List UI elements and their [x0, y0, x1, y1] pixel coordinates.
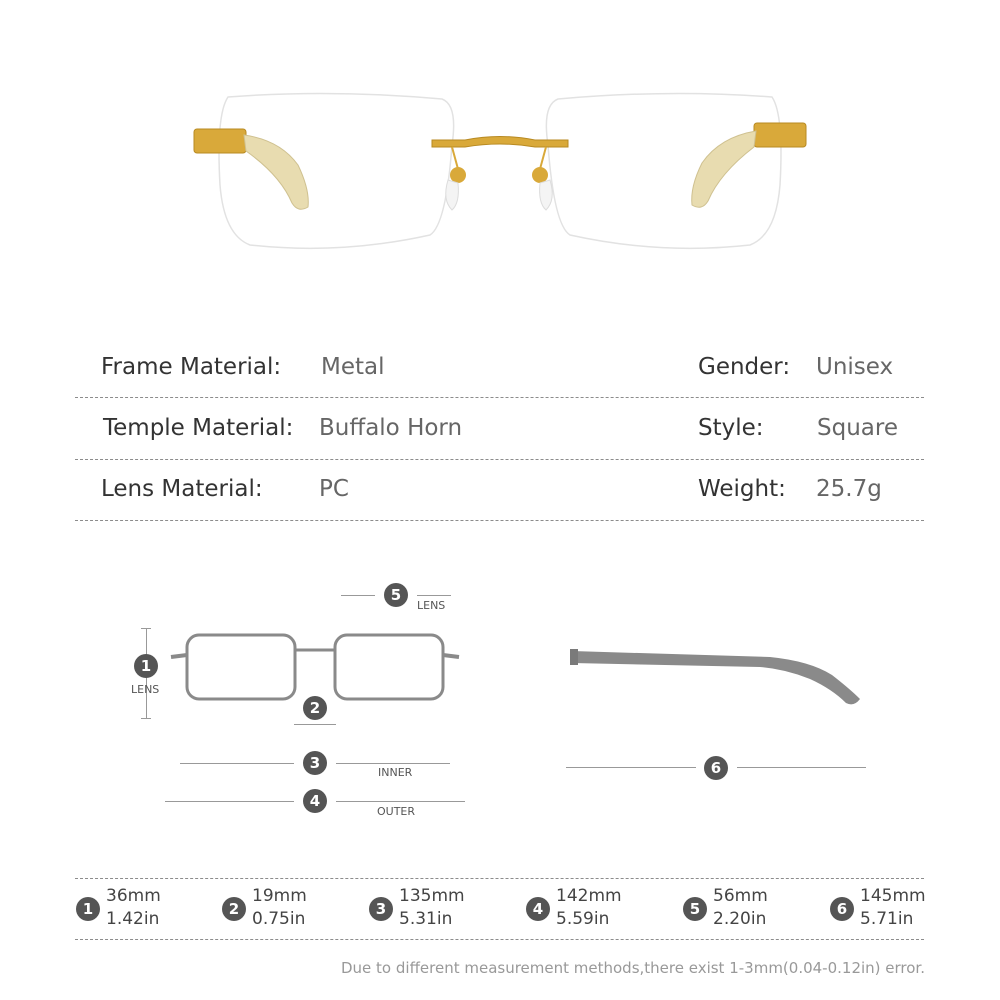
inner-width-line-right [336, 763, 450, 764]
left-lens [219, 93, 454, 248]
measurement-badge: 5 [683, 897, 707, 921]
outer-width-line-left [165, 801, 294, 802]
diagram-left-lens [187, 635, 295, 699]
badge-4: 4 [303, 789, 327, 813]
badge-3: 3 [303, 751, 327, 775]
measurement-mm: 135mm [399, 886, 465, 906]
measurement-badge: 6 [830, 897, 854, 921]
temple-material-value: Buffalo Horn [319, 415, 463, 441]
lens-material-value: PC [319, 476, 349, 502]
measurement-inch: 5.59in [556, 909, 610, 929]
spec-divider-top [75, 397, 924, 398]
badge-1: 1 [134, 654, 158, 678]
weight-label: Weight: [698, 476, 786, 502]
nose-pad-left [450, 167, 466, 183]
measurement-inch: 0.75in [252, 909, 306, 929]
badge-6: 6 [704, 756, 728, 780]
diagram-right-lens [335, 635, 443, 699]
measurement-badge: 3 [369, 897, 393, 921]
inner-label: INNER [378, 766, 413, 779]
measurement-badge: 1 [76, 897, 100, 921]
style-label: Style: [698, 415, 764, 441]
measurement-badge: 4 [526, 897, 550, 921]
left-hinge [194, 129, 246, 153]
measurement-inch: 2.20in [713, 909, 767, 929]
measurement-mm: 142mm [556, 886, 622, 906]
spec-divider-mid [75, 459, 924, 460]
badge-5: 5 [384, 583, 408, 607]
lens-width-line-left [341, 595, 375, 596]
right-hinge [754, 123, 806, 147]
temple-length-line-right [737, 767, 866, 768]
gender-value: Unisex [816, 354, 894, 380]
temple-length-line-left [566, 767, 696, 768]
lens-width-line-right [417, 595, 451, 596]
inner-width-line-left [180, 763, 294, 764]
frame-material-label: Frame Material: [101, 354, 282, 380]
lens-label-1: LENS [131, 683, 160, 696]
measurement-mm: 36mm [106, 886, 161, 906]
outer-width-line-right [336, 801, 465, 802]
measurement-inch: 5.71in [860, 909, 914, 929]
diagram-temple [572, 651, 860, 704]
side-view-diagram [570, 645, 865, 710]
measurement-mm: 56mm [713, 886, 768, 906]
temple-material-label: Temple Material: [103, 415, 294, 441]
measurement-inch: 5.31in [399, 909, 453, 929]
frame-material-value: Metal [321, 354, 385, 380]
product-glasses-photo [180, 85, 820, 260]
measurements-divider-bottom [75, 939, 924, 940]
gender-label: Gender: [698, 354, 791, 380]
right-lens [546, 93, 781, 248]
outer-label: OUTER [377, 805, 416, 818]
lens-material-label: Lens Material: [101, 476, 263, 502]
spec-divider-bottom [75, 520, 924, 521]
measurement-badge: 2 [222, 897, 246, 921]
lens-label-5: LENS [417, 599, 446, 612]
style-value: Square [817, 415, 898, 441]
bridge-width-line [294, 724, 336, 725]
nose-pad-right [532, 167, 548, 183]
measurements-divider-top [75, 878, 924, 879]
badge-2: 2 [303, 696, 327, 720]
weight-value: 25.7g [816, 476, 882, 502]
measurement-mm: 145mm [860, 886, 926, 906]
measurement-error-note: Due to different measurement methods,there exist 1-3mm(0.04-0.12in) error. [341, 959, 925, 977]
measurement-mm: 19mm [252, 886, 307, 906]
measurement-inch: 1.42in [106, 909, 160, 929]
